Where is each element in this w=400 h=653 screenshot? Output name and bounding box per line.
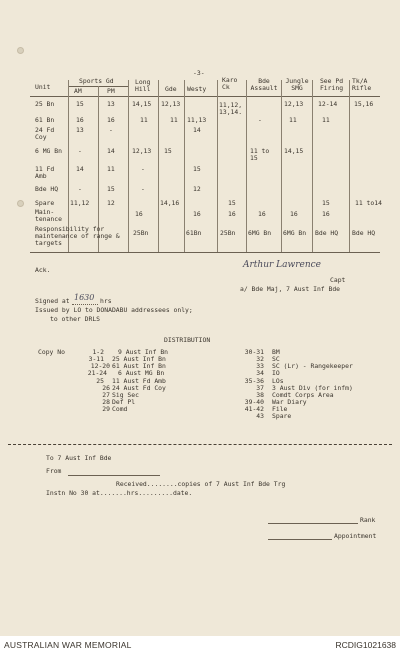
- dist-to: File: [272, 405, 288, 413]
- header-rule: [30, 96, 380, 97]
- signed-hrs: hrs: [100, 297, 112, 305]
- dist-to: 61 Aust Inf Bn: [112, 362, 166, 370]
- cell-firing: Bde HQ: [315, 229, 339, 237]
- footer-reference: RCDIG1021638: [335, 640, 396, 650]
- dist-to: Spare: [272, 412, 292, 420]
- punch-hole: [17, 47, 24, 54]
- cell-unit: 25 Bn: [35, 100, 55, 108]
- dist-no: 27: [102, 391, 110, 399]
- cell-unit: Responsibility for maintenance of range & targets: [35, 225, 120, 247]
- col-header-westy: Westy: [187, 85, 207, 93]
- signed-at-label: Signed at: [35, 297, 70, 305]
- issued-line-1: Issued by LO to DONADABU addressees only;: [35, 306, 193, 314]
- cell-karo: 15: [228, 199, 236, 207]
- dist-to: Comd: [112, 405, 128, 413]
- col-header-sports-gd: Sports Gd: [79, 77, 114, 85]
- cell-unit: 24 Fd Coy: [35, 126, 55, 141]
- cell-pm: 12: [107, 199, 115, 207]
- cell-firing: 12-14: [318, 100, 338, 108]
- col-header-am: AM: [74, 87, 82, 95]
- cell-gde: 15: [164, 147, 172, 155]
- cell-unit: 6 MG Bn: [35, 147, 62, 155]
- col-header-karo-ck: Karo Ck: [222, 76, 238, 91]
- cell-pm: 13: [107, 100, 115, 108]
- column-line: [184, 80, 185, 252]
- cell-long-hill: 12,13: [132, 147, 152, 155]
- col-header-see-pd-firing: See Pd Firing: [319, 77, 344, 92]
- cell-am: 15: [76, 100, 84, 108]
- dist-no: 33: [256, 362, 264, 370]
- dist-no: 25: [96, 377, 104, 385]
- dist-to: 24 Aust Fd Coy: [112, 384, 166, 392]
- cell-am: -: [78, 185, 82, 193]
- tear-off-line: [8, 444, 392, 445]
- cell-westy: 11,13: [187, 116, 207, 124]
- col-header-jungle-smg: Jungle SMG: [285, 77, 309, 92]
- cell-pm: 16: [107, 116, 115, 124]
- receipt-from-field[interactable]: [68, 475, 160, 476]
- cell-gde: 14,16: [160, 199, 180, 207]
- dist-no: 26: [102, 384, 110, 392]
- cell-pm: -: [109, 126, 113, 134]
- dist-to: Sig Sec: [112, 391, 139, 399]
- column-line: [246, 80, 247, 252]
- cell-karo: 16: [228, 210, 236, 218]
- dist-no: 21-24: [87, 369, 107, 377]
- cell-westy: 61Bn: [186, 229, 202, 237]
- receipt-from-label: From: [46, 467, 62, 475]
- receipt-to: To 7 Aust Inf Bde: [46, 454, 112, 462]
- dist-to: Def Pl: [112, 398, 136, 406]
- cell-westy: 15: [193, 165, 201, 173]
- issued-line-2: to other DRLS: [50, 315, 101, 323]
- dist-to: War Diary: [272, 398, 307, 406]
- cell-long-hill: -: [141, 165, 145, 173]
- col-header-pm: PM: [107, 87, 115, 95]
- cell-pm: 11: [107, 165, 115, 173]
- receipt-received: Received........copies of 7 Aust Inf Bde Trg: [116, 480, 286, 488]
- cell-unit: Bde HQ: [35, 185, 59, 193]
- cell-unit: 61 Bn: [35, 116, 55, 124]
- cell-unit: Spare: [35, 199, 55, 207]
- handwritten-signature: Arthur Lawrence: [243, 260, 322, 270]
- cell-long-hill: 11: [140, 116, 148, 124]
- cell-westy: 14: [193, 126, 201, 134]
- cell-am: 14: [76, 165, 84, 173]
- col-header-tk-a-rifle: Tk/A Rifle: [352, 77, 372, 92]
- table-bottom-rule: [30, 252, 380, 253]
- dist-no: 29: [102, 405, 110, 413]
- cell-westy: 16: [193, 210, 201, 218]
- cell-am: 13: [76, 126, 84, 134]
- dist-no: 39-40: [244, 398, 264, 406]
- col-header-unit: Unit: [35, 83, 51, 91]
- receipt-instn: Instn No 30 at.......hrs.........date.: [46, 489, 193, 497]
- col-header-bde-assault: Bde Assault: [250, 77, 278, 92]
- dist-to: SC: [272, 355, 280, 363]
- dist-no: 32: [256, 355, 264, 363]
- column-line: [217, 80, 218, 252]
- cell-gde: 12,13: [161, 100, 181, 108]
- cell-rifle: 11 to14: [355, 199, 382, 207]
- footer-institution: AUSTRALIAN WAR MEMORIAL: [4, 640, 132, 650]
- dist-no: 37: [256, 384, 264, 392]
- dist-no: 30-31: [244, 348, 264, 356]
- column-line: [281, 80, 282, 252]
- cell-karo: 11,12, 13,14.: [219, 101, 243, 116]
- rank-field[interactable]: [268, 523, 358, 524]
- cell-pm: 14: [107, 147, 115, 155]
- dist-no: 3-11: [88, 355, 104, 363]
- cell-rifle: 15,16: [354, 100, 374, 108]
- cell-karo: 25Bn: [220, 229, 236, 237]
- punch-hole: [17, 200, 24, 207]
- cell-jungle: 6MG Bn: [283, 229, 307, 237]
- cell-am: 16: [76, 116, 84, 124]
- dist-to: 25 Aust Inf Bn: [112, 355, 166, 363]
- cell-assault: 6MG Bn: [248, 229, 272, 237]
- archive-footer: [0, 636, 400, 653]
- ack-text: Ack.: [35, 266, 51, 274]
- dist-to: IO: [272, 369, 280, 377]
- cell-unit: 11 Fd Amb: [35, 165, 55, 180]
- dist-no: 43: [256, 412, 264, 420]
- dist-to: 11 Aust Fd Amb: [112, 377, 166, 385]
- handwritten-time: 1630: [74, 293, 95, 302]
- cell-jungle: 12,13: [284, 100, 304, 108]
- cell-am: -: [78, 147, 82, 155]
- cell-unit: Main- tenance: [35, 208, 62, 223]
- column-line: [158, 80, 159, 252]
- col-header-long-hill: Long Hill: [135, 78, 151, 93]
- distribution-title: DISTRIBUTION: [164, 336, 211, 344]
- cell-pm: 15: [107, 185, 115, 193]
- dist-to: LOs: [272, 377, 284, 385]
- dist-to: 6 Aust MG Bn: [118, 369, 165, 377]
- cell-long-hill: -: [141, 185, 145, 193]
- column-line: [349, 80, 350, 252]
- cell-firing: 16: [322, 210, 330, 218]
- rank-label: Rank: [360, 516, 376, 524]
- cell-gde: 11: [170, 116, 178, 124]
- appointment-field[interactable]: [268, 539, 332, 540]
- cell-long-hill: 25Bn: [133, 229, 149, 237]
- dist-no: 38: [256, 391, 264, 399]
- sign-rank: Capt: [330, 276, 346, 284]
- cell-assault: 16: [258, 210, 266, 218]
- appointment-label: Appointment: [334, 532, 377, 540]
- copy-no-label: Copy No: [38, 348, 65, 356]
- page-number: -3-: [193, 69, 205, 77]
- cell-firing: 15: [322, 199, 330, 207]
- cell-assault: -: [258, 116, 262, 124]
- cell-jungle: 14,15: [284, 147, 304, 155]
- dist-no: 41-42: [244, 405, 264, 413]
- cell-firing: 11: [322, 116, 330, 124]
- column-line: [312, 80, 313, 252]
- dist-no: 35-36: [244, 377, 264, 385]
- dist-to: SC (Lr) - Rangekeeper: [272, 362, 353, 370]
- time-line: [72, 304, 98, 305]
- cell-long-hill: 16: [135, 210, 143, 218]
- sign-title: a/ Bde Maj, 7 Aust Inf Bde: [240, 285, 341, 293]
- cell-am: 11,12: [70, 199, 90, 207]
- cell-long-hill: 14,15: [132, 100, 152, 108]
- dist-no: 28: [102, 398, 110, 406]
- dist-to: Comdt Corps Area: [272, 391, 334, 399]
- cell-jungle: 11: [289, 116, 297, 124]
- dist-no: 34: [256, 369, 264, 377]
- col-header-gde: Gde: [165, 85, 177, 93]
- dist-no: 1-2: [92, 348, 104, 356]
- dist-no: 12-20: [90, 362, 110, 370]
- dist-to: BM: [272, 348, 280, 356]
- cell-assault: 11 to 15: [250, 147, 270, 162]
- cell-jungle: 16: [290, 210, 298, 218]
- dist-to: 3 Aust Div (for infm): [272, 384, 353, 392]
- dist-to: 9 Aust Inf Bn: [118, 348, 169, 356]
- cell-rifle: Bde HQ: [352, 229, 376, 237]
- cell-westy: 12: [193, 185, 201, 193]
